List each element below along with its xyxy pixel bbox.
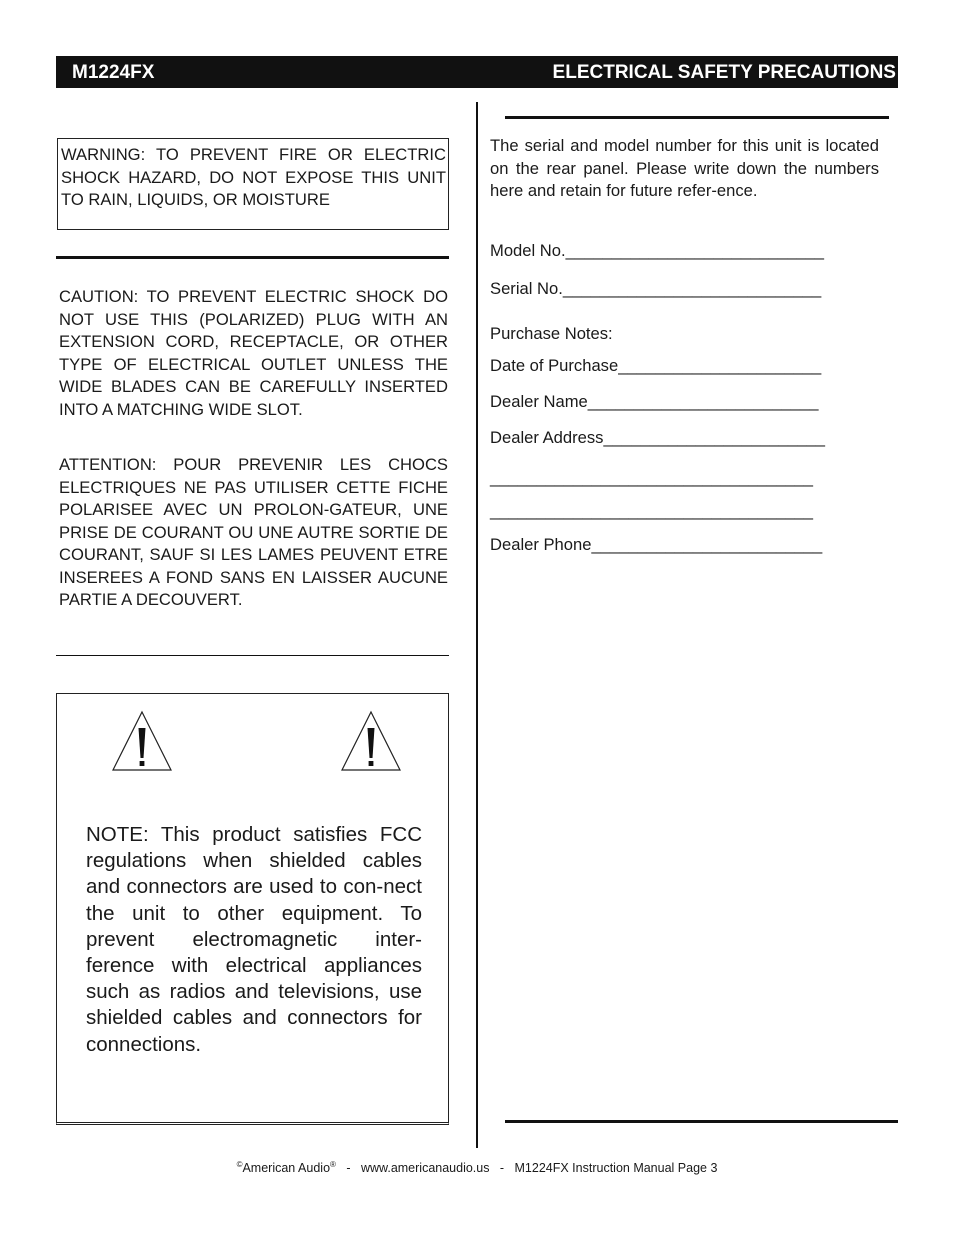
purchase-notes-label: Purchase Notes: — [490, 324, 613, 343]
exclamation-triangle-icon — [111, 710, 173, 772]
serial-intro-paragraph: The serial and model number for this unit is located on the rear panel. Please write down the numbers here and retain for future refer-ence. — [490, 136, 879, 200]
left-rule-2 — [56, 655, 449, 656]
column-divider — [476, 102, 478, 1148]
copyright-symbol: © — [236, 1160, 243, 1169]
address-line-2: ___________________________________ — [490, 468, 814, 487]
page-header — [56, 56, 898, 88]
left-rule-1 — [56, 256, 449, 259]
dealer-name-field: Dealer Name_________________________ — [490, 392, 819, 411]
date-of-purchase-field: Date of Purchase______________________ — [490, 356, 822, 375]
attention-paragraph: ATTENTION: POUR PREVENIR LES CHOCS ELECTRIQUES NE PAS UTILISER CETTE FICHE POLARISEE AVEC UN PROLON-GATEUR, UNE PRISE DE COURANT OU UNE AUTRE SORTIE DE COURANT, SAUF SI LES LAMES PEUVENT ETRE INSEREES A FOND SANS EN LAISSER AUCUNE PARTIE A DECOUVERT. — [59, 455, 448, 609]
warning-box: WARNING: TO PREVENT FIRE OR ELECTRIC SHOCK HAZARD, DO NOT EXPOSE THIS UNIT TO RAIN, LIQUIDS, OR MOISTURE — [57, 138, 449, 230]
right-bottom-rule — [505, 1120, 898, 1123]
footer-page-label: M1224FX Instruction Manual Page 3 — [514, 1161, 718, 1176]
right-top-rule — [505, 116, 889, 119]
footer-company: American Audio — [242, 1161, 331, 1176]
footer-website: www.americanaudio.us — [360, 1161, 490, 1176]
fcc-note-text: NOTE: This product satisfies FCC regulations when shielded cables and connectors are used to con-nect the unit to other equipment. To prevent electromagnetic inter-ference with electrical appliances such as radios and televisions, use shielded cables and connectors for connections. — [86, 823, 422, 1056]
exclamation-triangle-icon — [340, 710, 402, 772]
fcc-note-box — [56, 693, 449, 1125]
registered-symbol: ® — [330, 1160, 336, 1169]
header-model: M1224FX — [72, 62, 155, 83]
dealer-address-field: Dealer Address________________________ — [490, 428, 825, 447]
caution-paragraph: CAUTION: TO PREVENT ELECTRIC SHOCK DO NOT USE THIS (POLARIZED) PLUG WITH AN EXTENSION CORD, RECEPTACLE, OR OTHER TYPE OF ELECTRICAL OUTLET UNLESS THE WIDE BLADES CAN BE CAREFULLY INSERTED INTO A MATCHING WIDE SLOT. — [59, 287, 448, 419]
serial-number-field: Serial No.____________________________ — [490, 279, 822, 298]
page-footer — [0, 1160, 954, 1175]
model-number-field: Model No.____________________________ — [490, 241, 825, 260]
address-line-3: ___________________________________ — [490, 501, 814, 520]
header-section-title: ELECTRICAL SAFETY PRECAUTIONS — [552, 62, 896, 83]
footer-separator: - — [346, 1161, 351, 1176]
dealer-phone-field: Dealer Phone_________________________ — [490, 535, 823, 554]
footer-separator: - — [499, 1161, 505, 1176]
